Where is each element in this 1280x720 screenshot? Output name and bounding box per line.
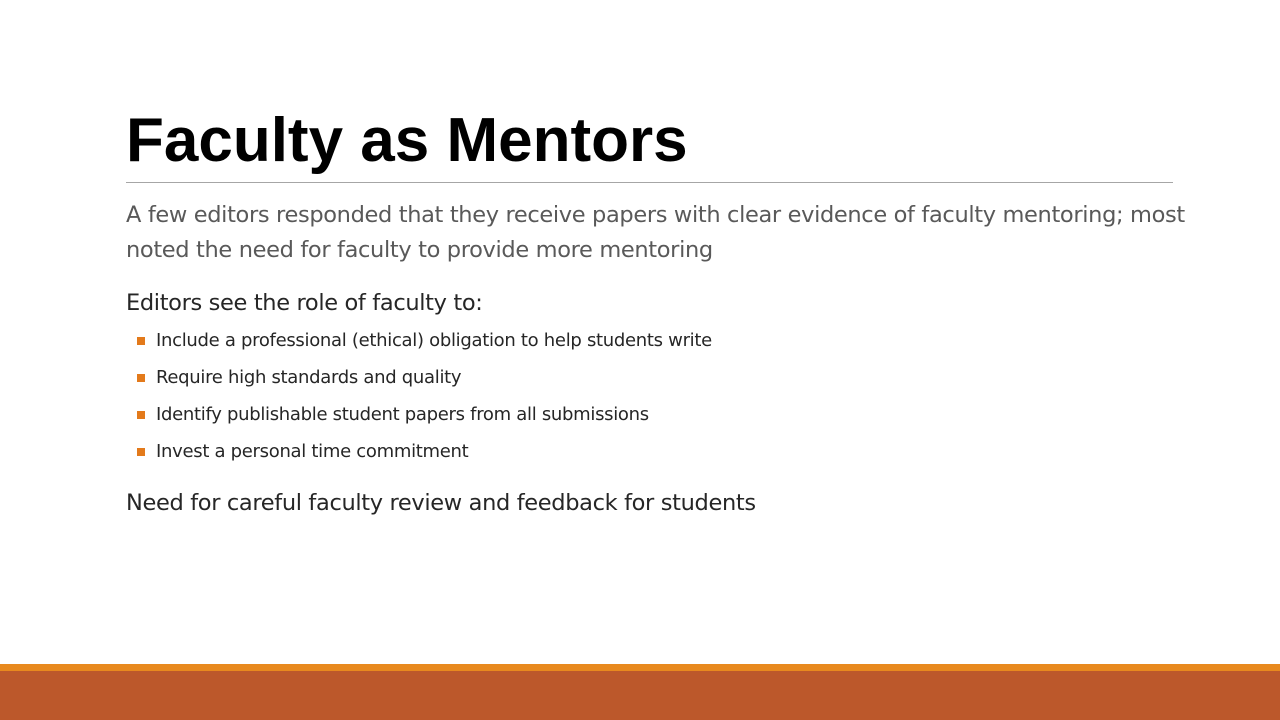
intro-paragraph: A few editors responded that they receive papers with clear evidence of faculty mentoring; most noted the need for faculty to provide more mentoring	[126, 202, 1185, 263]
square-bullet-icon	[137, 448, 145, 456]
footer-bar	[0, 671, 1280, 720]
roles-list-item-text: Require high standards and quality	[156, 366, 462, 388]
slide-title: Faculty as Mentors	[126, 106, 688, 175]
roles-list-item-text: Include a professional (ethical) obligation to help students write	[156, 329, 712, 351]
title-divider	[126, 182, 1173, 183]
roles-list-item	[137, 433, 712, 470]
roles-list-item	[137, 396, 712, 433]
footer-accent-stripe	[0, 664, 1280, 671]
roles-list	[137, 322, 712, 470]
closing-statement: Need for careful faculty review and feedback for students	[126, 490, 756, 516]
roles-list-item	[137, 359, 712, 396]
roles-list-item-text: Identify publishable student papers from all submissions	[156, 403, 649, 425]
roles-heading: Editors see the role of faculty to:	[126, 290, 483, 316]
square-bullet-icon	[137, 411, 145, 419]
roles-list-item	[137, 322, 712, 359]
roles-list-item-text: Invest a personal time commitment	[156, 440, 469, 462]
square-bullet-icon	[137, 337, 145, 345]
square-bullet-icon	[137, 374, 145, 382]
